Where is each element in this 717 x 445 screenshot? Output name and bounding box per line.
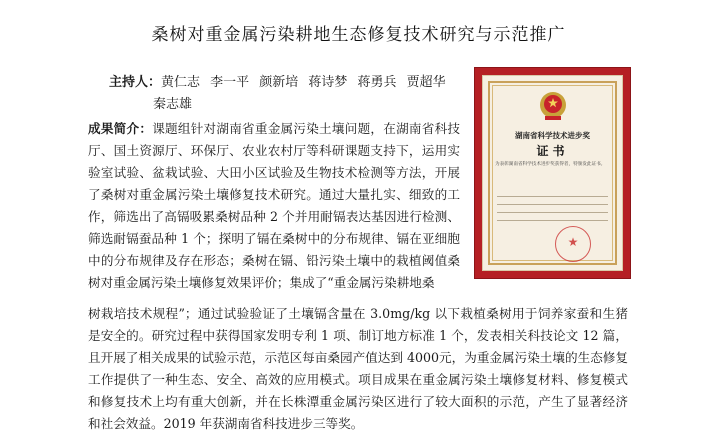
summary-text: 课题组针对湖南省重金属污染土壤问题，在湖南省科技厅、国土资源厅、环保厅、农业农村厅等科研课题支持下，运用实验室试验、盆栽试验、大田小区试验及生物技术检测等方法，开展了桑树对重金属污染土壤修复技术研究。通过大量扎实、细致的工作，筛选出了高镉吸累桑树品种 2 个并用耐镉表达基因进行检测、筛选耐镉蚕品种 1 个；探明了镉在桑树中的分布规律、镉在亚细胞中的分布规律及存在形态；桑树在镉、铅污染土壤中的栽植阈值桑树对重金属污染土壤修复效果评价；集成了“重金属污染耕地桑 [88,121,461,290]
hosts-names-continued: 秦志雄 [153,97,193,112]
certificate-paper [482,75,623,271]
certificate-image [475,68,630,278]
certificate-body: 为表彰湖南省科学技术进步奖获得者，特颁发此证书。 [495,162,606,167]
official-seal-icon [555,226,591,262]
summary-continuation: 树栽培技术规程”；通过试验验证了土壤镉含量在 3.0mg/kg 以下栽植桑树用于饲养家蚕和生猪是安全的。研究过程中获得国家发明专利 1 项、制订地方标准 1 个，发表相关科技论文 12 篇，且开展了相关成果的试验示范，示范区每亩桑园产值达到 4000元，为重金属污染土壤的生态修复工作提供了一种生态、安全、高效的应用模式。项目成果在重金属污染土壤修复材料、修复模式和修复技术上均有重大创新，并在长株潭重金属污染区进行了较大面积的示范，产生了显著经济和社会效益。2019 年获湖南省科技进步三等奖。 [88,306,628,431]
certificate-org: 湖南省科学技术进步奖 [515,131,590,140]
summary-label: 成果简介： [88,121,153,136]
page-title: 桑树对重金属污染耕地生态修复技术研究与示范推广 [151,25,566,45]
hosts-label: 主持人： [109,75,162,90]
certificate-title: 证书 [536,144,569,158]
national-emblem-icon [536,90,570,122]
summary-block [88,118,460,294]
hosts-block [109,72,469,116]
certificate-fields [497,196,608,228]
hosts-names: 黄仁志 李一平 颜新培 蒋诗梦 蒋勇兵 贾超华 [161,75,446,90]
